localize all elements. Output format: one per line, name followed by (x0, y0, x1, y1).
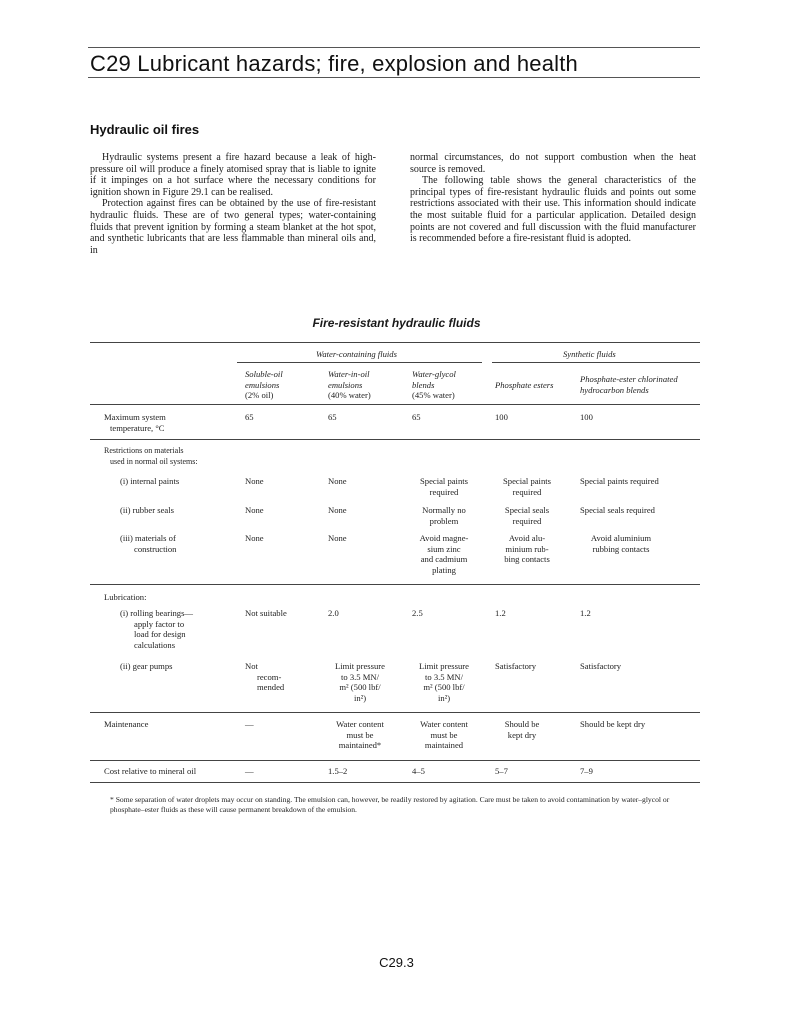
label-line: apply factor to (134, 618, 185, 629)
table-rule (90, 584, 700, 585)
paragraph: normal circumstances, do not support combustion when the heat source is removed. (410, 152, 696, 175)
cell-line: Avoid alu- (508, 533, 546, 543)
col-header-water-in-oil (328, 369, 371, 401)
cell-max-temp-soluble: 65 (245, 412, 254, 422)
cell-rolling-soluble: Not suitable (245, 608, 287, 618)
row-label-restrictions (104, 446, 198, 467)
col-header-line: emulsions (328, 379, 363, 390)
cell-line: Special paints (503, 476, 551, 486)
cell-line: required (512, 515, 542, 526)
col-header-soluble (245, 369, 283, 401)
label-line: (iii) materials of (120, 533, 176, 543)
col-header-line: (2% oil) (245, 390, 274, 401)
label-line: temperature, °C (110, 422, 165, 433)
cell-line: and cadmium (420, 554, 468, 565)
cell-seals-water-in-oil: None (328, 505, 347, 515)
col-header-water-glycol (412, 369, 456, 401)
col-header-line: Water-glycol (412, 369, 456, 379)
cell-line: required (512, 486, 542, 497)
label-line: construction (134, 543, 177, 554)
page-number: C29.3 (379, 955, 414, 970)
cell-max-temp-water-glycol: 65 (412, 412, 421, 422)
cell-maint-chlorinated: Should be kept dry (580, 719, 646, 729)
paragraph: Hydraulic systems present a fire hazard because a leak of high-pressure oil will produce a finely atomised spray that is liable to ignite if it impinges on a hot surface where the necessary conditions for ignition shown in Figure 29.1 can be realised. (90, 152, 376, 198)
cell-rolling-phosphate: 1.2 (495, 608, 506, 618)
row-label-materials (120, 533, 176, 554)
cell-line: Should be (504, 719, 540, 729)
cell-materials-water-in-oil: None (328, 533, 347, 543)
cell-maint-phosphate (495, 719, 549, 740)
cell-max-temp-chlorinated: 100 (580, 412, 593, 422)
cell-line: Special paints (420, 476, 468, 486)
table-rule-bottom (90, 782, 700, 783)
cell-line: Avoid magne- (419, 533, 469, 543)
table-rule-top (90, 342, 700, 343)
section-heading: Hydraulic oil fires (90, 122, 200, 137)
cell-line: Normally no (422, 505, 466, 515)
cell-line: in²) (353, 692, 367, 703)
cell-line: recom- (257, 671, 282, 682)
cell-line: to 3.5 MN/ (425, 671, 463, 682)
table-rule (90, 712, 700, 713)
cell-line: must be (346, 729, 374, 740)
cell-materials-phosphate (495, 533, 559, 565)
cell-gear-water-glycol (412, 661, 476, 703)
group-header-water: Water-containing fluids (316, 349, 397, 359)
cell-max-temp-water-in-oil: 65 (328, 412, 337, 422)
cell-line: Not (245, 661, 258, 671)
col-header-line: (40% water) (328, 390, 371, 401)
cell-max-temp-phosphate: 100 (495, 412, 508, 422)
cell-seals-phosphate (495, 505, 559, 526)
cell-gear-phosphate: Satisfactory (495, 661, 537, 671)
cell-line: mended (257, 682, 285, 693)
group-header-synthetic: Synthetic fluids (563, 349, 616, 359)
group-rule-water (237, 362, 482, 363)
cell-line: maintained (424, 740, 464, 751)
cell-paints-phosphate (495, 476, 559, 497)
cell-paints-soluble: None (245, 476, 264, 486)
cell-line: sium zinc (427, 543, 461, 554)
label-line: load for design (134, 629, 186, 640)
paragraph: Protection against fires can be obtained by the use of fire-resistant hydraulic fluids. These are of two general types; water-containing fluids that prevent ignition by forming a steam blanket at the hot spot, and synthetic lubricants that are less flammable than mineral oils and, in (90, 198, 376, 256)
row-label-rubber-seals: (ii) rubber seals (120, 505, 174, 515)
cell-line: Special seals (504, 505, 550, 515)
cell-cost-soluble: — (245, 766, 254, 776)
cell-maint-soluble: — (245, 719, 254, 729)
table-footnote: * Some separation of water droplets may occur on standing. The emulsion can, however, be readily restored by agitation. Care must be taken to avoid contamination by water–glycol or phosphate–ester fluids as these will cause permanent breakdown of the emulsion. (110, 795, 670, 814)
cell-gear-water-in-oil (328, 661, 392, 703)
table-rule (90, 439, 700, 440)
cell-line: Water content (420, 719, 468, 729)
row-label-internal-paints: (i) internal paints (120, 476, 180, 486)
label-line: (i) rolling bearings— (120, 608, 194, 618)
col-header-line: emulsions (245, 379, 280, 390)
col-header-line: (45% water) (412, 390, 455, 401)
body-column-right (410, 152, 696, 245)
cell-line: plating (432, 564, 456, 575)
cell-line: must be (430, 729, 458, 740)
cell-line: maintained* (338, 740, 382, 751)
label-line: Maximum system (104, 412, 166, 422)
cell-materials-water-glycol (412, 533, 476, 575)
cell-rolling-water-in-oil: 2.0 (328, 608, 339, 618)
cell-cost-phosphate: 5–7 (495, 766, 508, 776)
col-header-line: Soluble-oil (245, 369, 283, 379)
cell-rolling-water-glycol: 2.5 (412, 608, 423, 618)
cell-line: bing contacts (504, 554, 550, 565)
page-title: C29 Lubricant hazards; fire, explosion and health (90, 51, 578, 76)
header-rule-bottom (88, 77, 700, 78)
cell-paints-water-glycol (412, 476, 476, 497)
col-header-line: Phosphate-ester chlorinated (580, 374, 678, 384)
cell-line: in²) (437, 692, 451, 703)
body-column-left (90, 152, 376, 256)
cell-line: minium rub- (505, 543, 549, 554)
cell-line: m² (500 lbf/ (423, 682, 465, 693)
col-header-line: hydrocarbon blends (580, 384, 649, 395)
cell-seals-water-glycol (412, 505, 476, 526)
paragraph: The following table shows the general characteristics of the principal types of fire-resistant hydraulic fluids and points out some restrictions associated with their use. This information should indicate the most suitable fluid for a particular application. Detailed design points are not covered and full discussion with the fluid manufacturer is recommended before a fire-resistant fluid is adopted. (410, 175, 696, 245)
cell-maint-water-in-oil (328, 719, 392, 751)
cell-materials-soluble: None (245, 533, 264, 543)
label-line: Restrictions on materials (104, 446, 184, 455)
header-rule-top (88, 47, 700, 48)
row-label-rolling-bearings (120, 608, 193, 650)
cell-line: rubbing contacts (592, 543, 650, 554)
cell-line: Avoid aluminium (590, 533, 652, 543)
cell-line: Limit pressure (335, 661, 385, 671)
cell-line: Limit pressure (419, 661, 469, 671)
cell-cost-water-glycol: 4–5 (412, 766, 425, 776)
col-header-phosphate: Phosphate esters (495, 380, 554, 390)
cell-seals-chlorinated: Special seals required (580, 505, 655, 515)
label-line: calculations (134, 639, 176, 650)
group-rule-synthetic (492, 362, 700, 363)
table-title: Fire-resistant hydraulic fluids (312, 316, 481, 330)
row-label-cost: Cost relative to mineral oil (104, 766, 197, 776)
row-label-maintenance: Maintenance (104, 719, 149, 729)
col-header-chlorinated (580, 374, 678, 395)
cell-line: problem (429, 515, 459, 526)
cell-cost-chlorinated: 7–9 (580, 766, 593, 776)
table-rule-header (90, 404, 700, 405)
cell-cost-water-in-oil: 1.5–2 (328, 766, 348, 776)
cell-seals-soluble: None (245, 505, 264, 515)
cell-gear-soluble (245, 661, 284, 693)
cell-line: kept dry (507, 729, 537, 740)
row-label-lubrication: Lubrication: (104, 592, 147, 602)
table-rule (90, 760, 700, 761)
label-line: used in normal oil systems: (110, 456, 198, 466)
cell-line: to 3.5 MN/ (341, 671, 379, 682)
row-label-max-temp (104, 412, 166, 433)
col-header-line: blends (412, 379, 435, 390)
cell-maint-water-glycol (412, 719, 476, 751)
cell-paints-chlorinated: Special paints required (580, 476, 659, 486)
cell-line: required (429, 486, 459, 497)
cell-gear-chlorinated: Satisfactory (580, 661, 622, 671)
row-label-gear-pumps: (ii) gear pumps (120, 661, 173, 671)
col-header-line: Water-in-oil (328, 369, 370, 379)
cell-materials-chlorinated (580, 533, 662, 554)
cell-line: m² (500 lbf/ (339, 682, 381, 693)
cell-rolling-chlorinated: 1.2 (580, 608, 591, 618)
cell-line: Water content (336, 719, 384, 729)
cell-paints-water-in-oil: None (328, 476, 347, 486)
